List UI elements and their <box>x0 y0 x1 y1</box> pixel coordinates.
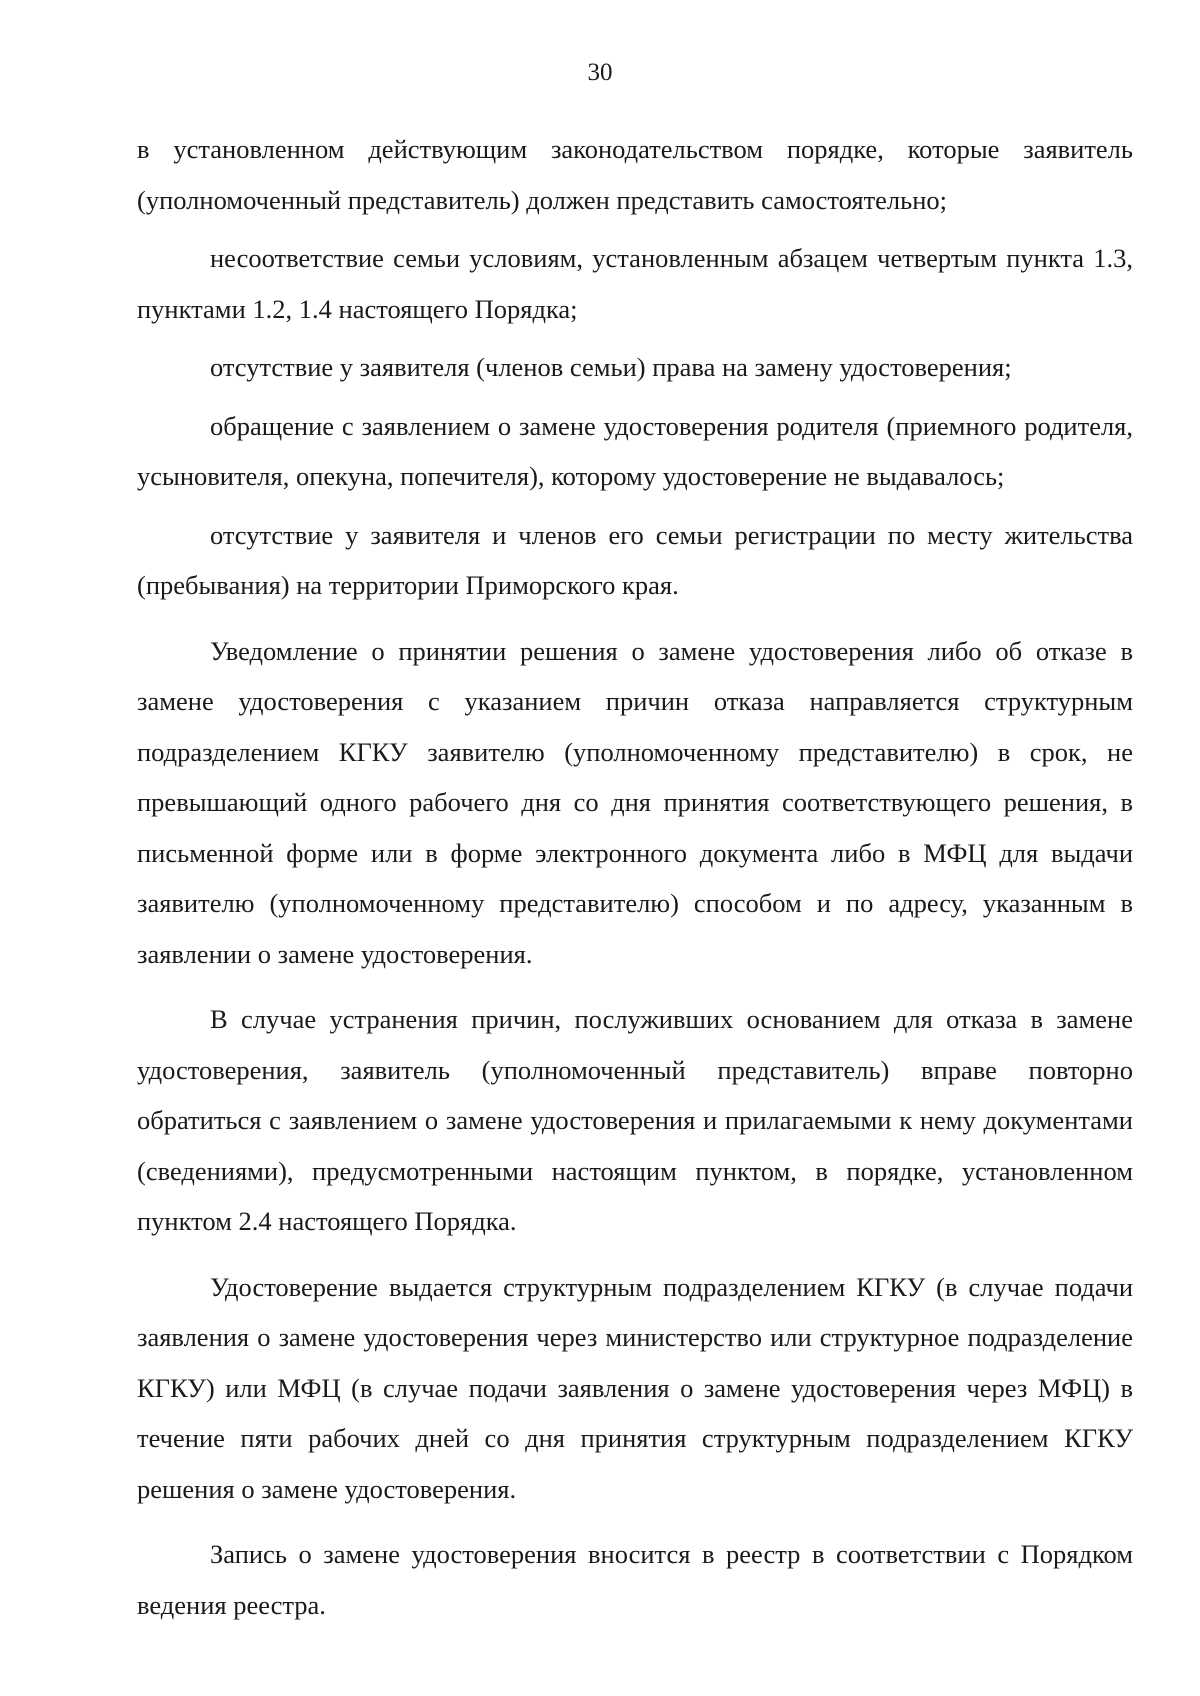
paragraph-no-right: отсутствие у заявителя (членов семьи) права на замену удостоверения; <box>210 352 1012 382</box>
page-number: 30 <box>587 59 613 86</box>
paragraph-continuation: в установленном действующим законодательством порядке, которые заявитель (уполномоченный представитель) должен представить самостоятельно; <box>137 134 1133 215</box>
paragraph-reapplication: В случае устранения причин, послуживших основанием для отказа в замене удостоверения, заявитель (уполномоченный представитель) вправе повторно обратиться с заявлением о замене удостоверения и прилагаемыми к нему документами (сведениями), предусмотренными настоящим пунктом, в порядке, установленном пунктом 2.4 настоящего Порядка. <box>137 1004 1133 1236</box>
document-body <box>137 124 1133 1630</box>
paragraph-registry-record: Запись о замене удостоверения вносится в реестр в соответствии с Порядком ведения реестра. <box>137 1539 1133 1620</box>
paragraph-parent-application: обращение с заявлением о замене удостоверения родителя (приемного родителя, усыновителя, опекуна, попечителя), которому удостоверение не выдавалось; <box>137 410 1133 491</box>
paragraph-issuance: Удостоверение выдается структурным подразделением КГКУ (в случае подачи заявления о замене удостоверения через министерство или структурное подразделение КГКУ) или МФЦ (в случае подачи заявления о замене удостоверения через МФЦ) в течение пяти рабочих дней со дня принятия структурным подразделением КГКУ решения о замене удостоверения. <box>137 1271 1133 1504</box>
paragraph-no-registration: отсутствие у заявителя и членов его семьи регистрации по месту жительства (пребывания) на территории Приморского края. <box>137 519 1133 600</box>
paragraph-family-noncompliance: несоответствие семьи условиям, установленным абзацем четвертым пункта 1.3, пунктами 1.2, 1.4 настоящего Порядка; <box>137 243 1133 324</box>
paragraph-notification: Уведомление о принятии решения о замене удостоверения либо об отказе в замене удостоверения с указанием причин отказа направляется структурным подразделением КГКУ заявителю (уполномоченному представителю) в срок, не превышающий одного рабочего дня со дня принятия соответствующего решения, в письменной форме или в форме электронного документа либо в МФЦ для выдачи заявителю (уполномоченному представителю) способом и по адресу, указанным в заявлении о замене удостоверения. <box>137 635 1133 969</box>
